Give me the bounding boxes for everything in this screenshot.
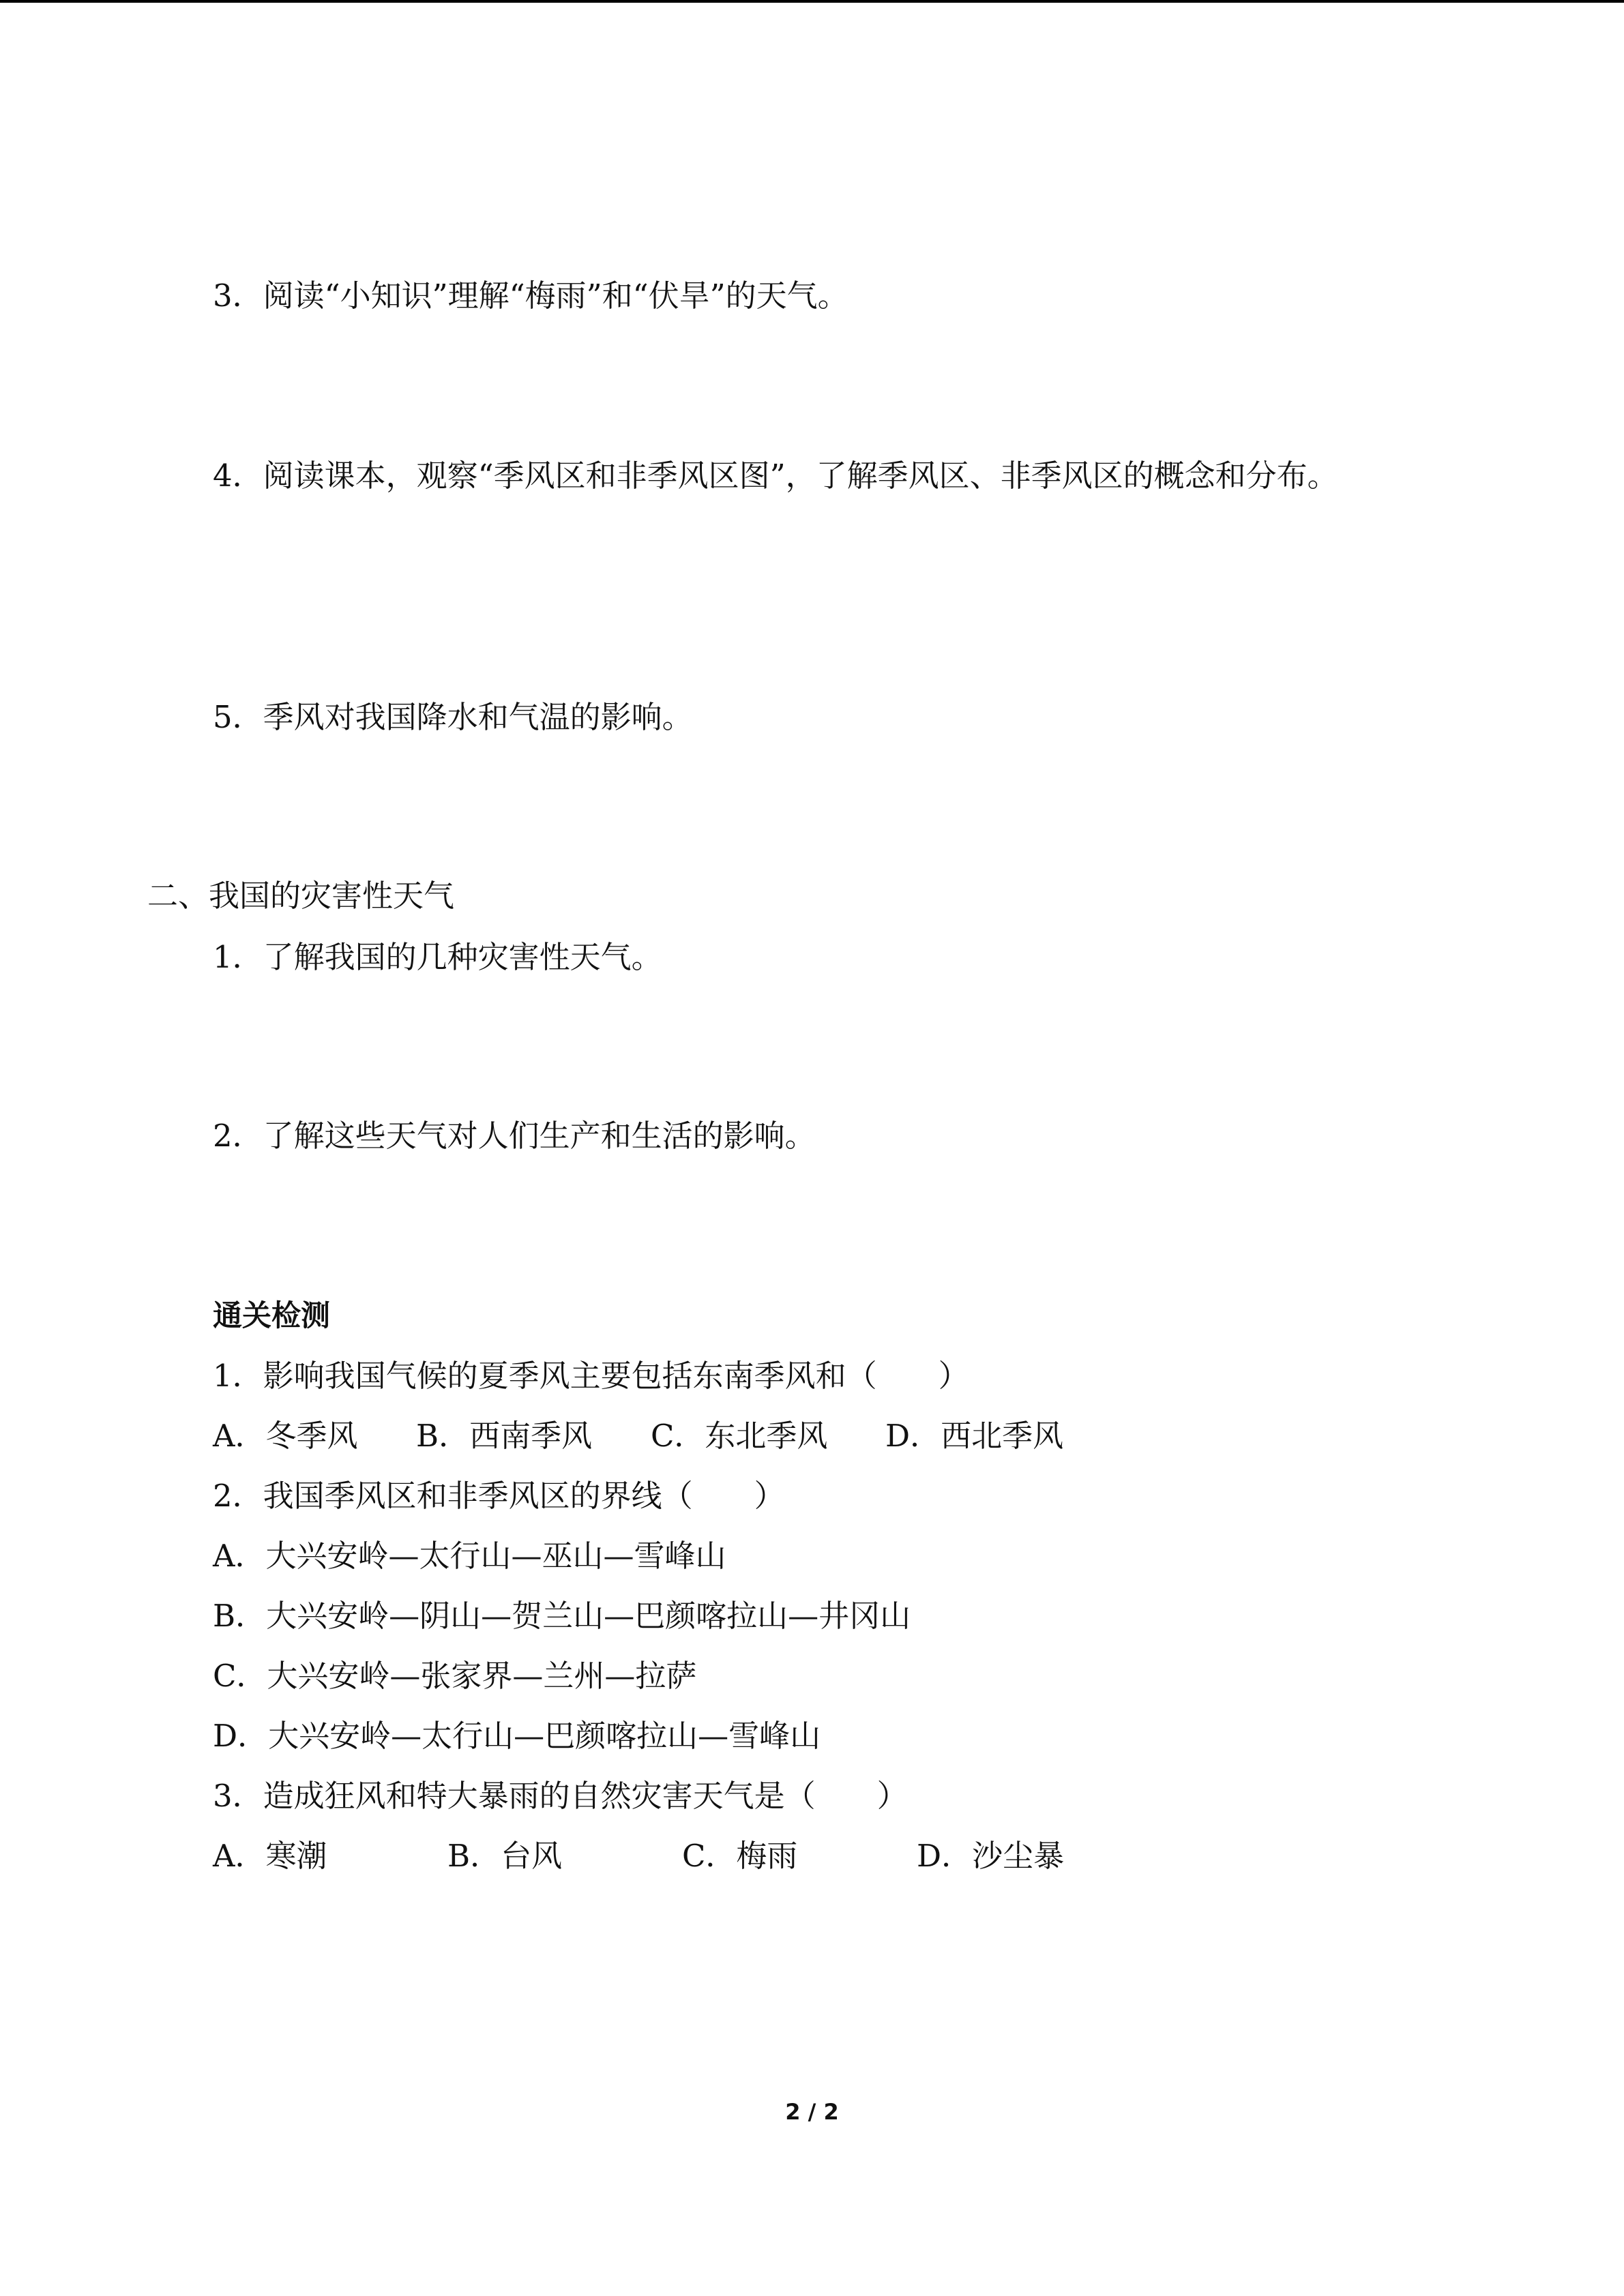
item-2-disaster-impact: 2．了解这些天气对人们生产和生活的影响。 [213, 1118, 816, 1154]
q3-option-a[interactable]: A．寒潮 [213, 1838, 327, 1874]
section-heading-disaster-weather: 二、我国的灾害性天气 [147, 878, 455, 914]
q3-stem: 3．造成狂风和特大暴雨的自然灾害天气是（ ） [213, 1778, 908, 1814]
item-4-monsoon-map: 4．阅读课本，观察“季风区和非季风区图”，了解季风区、非季风区的概念和分布。 [213, 458, 1338, 494]
page-number: 2 / 2 [785, 2099, 839, 2125]
q2-option-a[interactable]: A．大兴安岭—太行山—巫山—雪峰山 [213, 1538, 726, 1574]
q2-option-d[interactable]: D．大兴安岭—太行山—巴颜喀拉山—雪峰山 [213, 1718, 821, 1754]
quiz-title: 通关检测 [213, 1299, 330, 1333]
q1-option-d[interactable]: D．西北季风 [885, 1418, 1064, 1454]
q1-stem: 1．影响我国气候的夏季风主要包括东南季风和（ ） [213, 1358, 969, 1394]
item-3-read-tips: 3．阅读“小知识”理解“梅雨”和“伏旱”的天气。 [213, 278, 848, 314]
item-5-monsoon-effect: 5．季风对我国降水和气温的影响。 [213, 699, 693, 735]
q2-option-c[interactable]: C．大兴安岭—张家界—兰州—拉萨 [213, 1658, 697, 1694]
q1-option-c[interactable]: C．东北季风 [651, 1418, 828, 1454]
q3-option-d[interactable]: D．沙尘暴 [917, 1838, 1065, 1874]
q3-option-c[interactable]: C．梅雨 [682, 1838, 798, 1874]
q2-option-b[interactable]: B．大兴安岭—阴山—贺兰山—巴颜喀拉山—井冈山 [213, 1598, 911, 1634]
q3-option-b[interactable]: B．台风 [447, 1838, 563, 1874]
top-border [0, 0, 1624, 3]
q2-stem: 2．我国季风区和非季风区的界线（ ） [213, 1478, 785, 1514]
item-1-disaster-types: 1．了解我国的几种灾害性天气。 [213, 939, 662, 975]
q1-option-b[interactable]: B．西南季风 [416, 1418, 593, 1454]
q1-option-a[interactable]: A．冬季风 [213, 1418, 358, 1454]
